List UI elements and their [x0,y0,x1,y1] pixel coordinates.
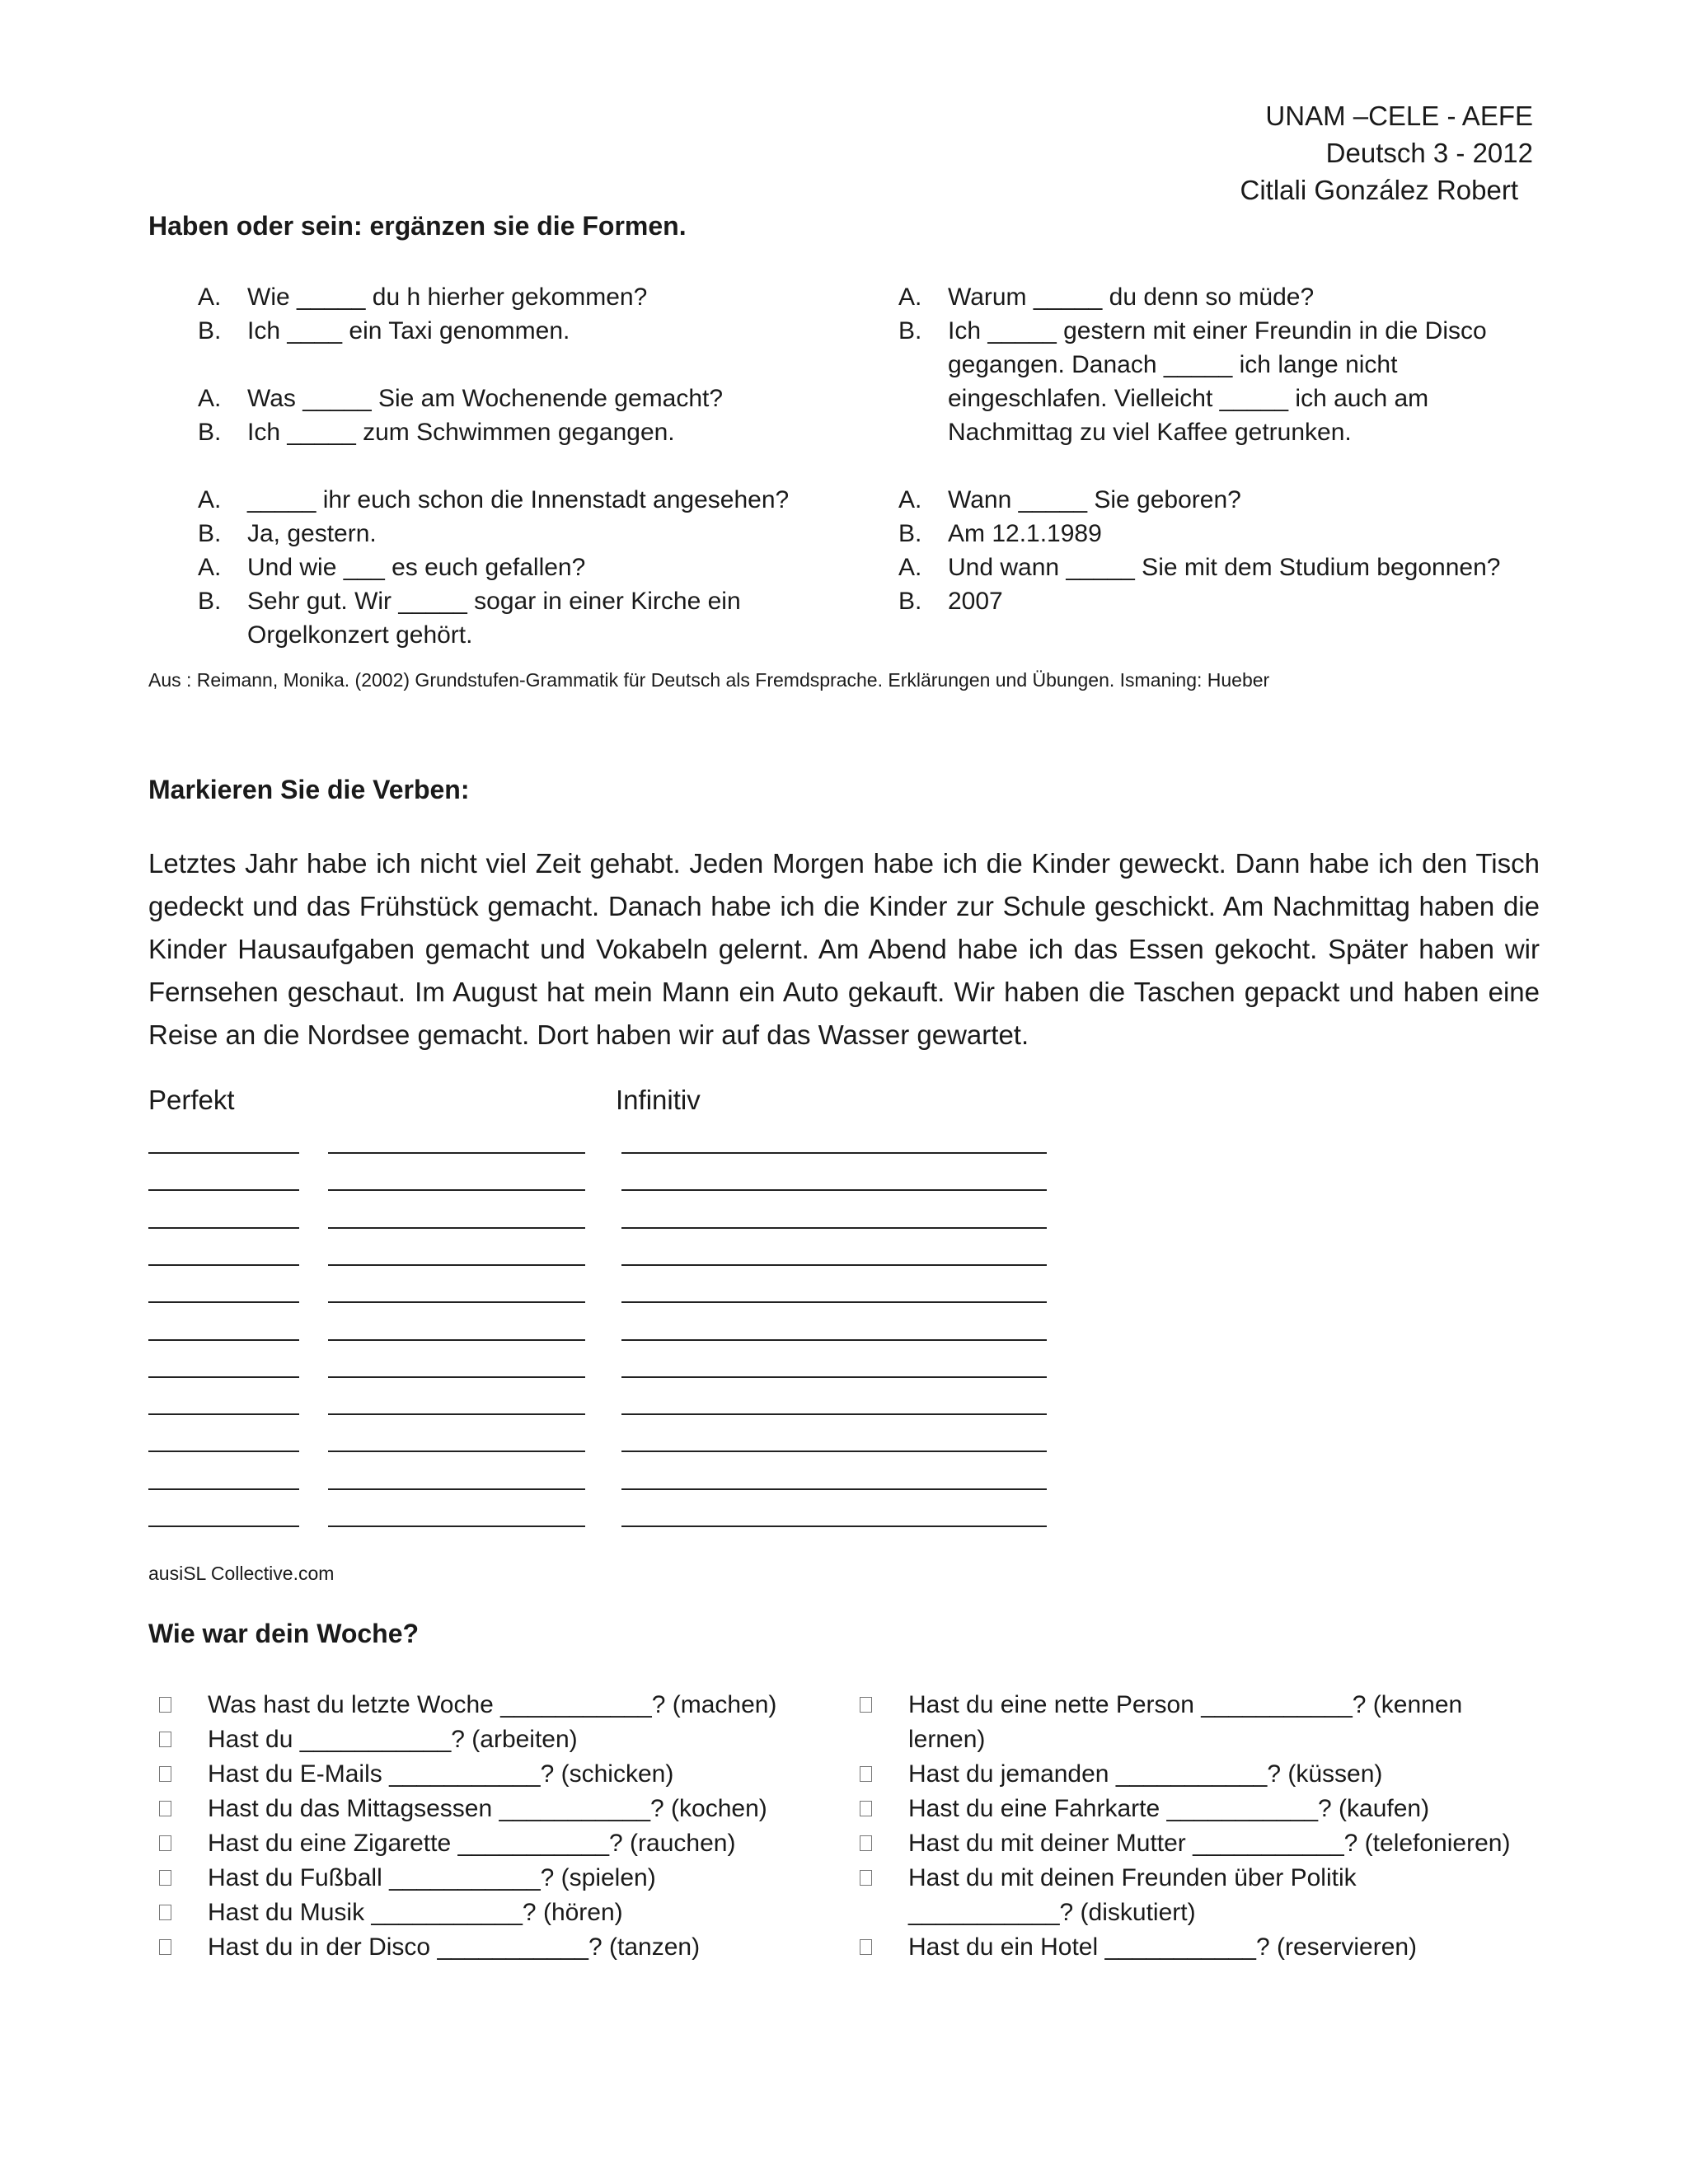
speaker-label: A. [898,554,922,581]
dialog [198,483,841,652]
answer-line[interactable] [328,1189,585,1191]
checkbox-cell [148,1688,208,1722]
checkbox-cell [849,1688,908,1757]
dialog-line [898,483,1525,517]
dialog-line [198,551,841,584]
dialog-line [198,314,841,348]
dialog-text: Ja, gestern. [247,520,377,547]
answer-line[interactable] [148,1339,299,1341]
dialog [198,280,841,348]
dialog-line [898,314,1525,449]
checkbox-cell [849,1826,908,1861]
speaker-label: B. [898,588,922,615]
column-header-infinitiv: Infinitiv [616,1085,701,1115]
dialog-text: Was _____ Sie am Wochenende gemacht? [247,385,724,412]
answer-line[interactable] [148,1413,299,1415]
answer-line[interactable] [621,1227,1047,1229]
question-item [148,1896,808,1930]
dialog-gap [198,449,841,483]
speaker-label: B. [198,520,222,547]
question-item [148,1688,808,1722]
dialog-line [898,551,1525,584]
question-item [148,1930,808,1965]
column-header-perfekt: Perfekt [148,1085,235,1115]
section3-title: Wie war dein Woche? [148,1619,420,1648]
dialog-text: Und wann _____ Sie mit dem Studium begonnen? [948,554,1501,581]
source-citation: Aus : Reimann, Monika. (2002) Grundstufen-Grammatik für Deutsch als Fremdsprache. Erklärungen und Übungen. Ismaning: Hueber [148,669,1270,691]
speaker-label: B. [198,317,222,344]
question-item [849,1792,1525,1826]
question-item [849,1757,1525,1792]
answer-line[interactable] [148,1451,299,1452]
speaker-label: B. [198,419,222,446]
dialog-text: Am 12.1.1989 [948,520,1102,547]
answer-line[interactable] [621,1413,1047,1415]
answer-line[interactable] [621,1376,1047,1378]
questions-left-column [148,1688,808,1965]
verb-paragraph: Letztes Jahr habe ich nicht viel Zeit gehabt. Jeden Morgen habe ich die Kinder geweckt. Dann habe ich den Tisch gedeckt und das Frühstück gemacht. Danach habe ich die Kinder zur Schule geschickt. Am Nachmittag haben die Kinder Hausaufgaben gemacht und Vokabeln gelernt. Am Abend habe ich das Essen gekocht. Später haben wir Fernsehen geschaut. Im August hat mein Mann ein Auto gekauft. Wir haben die Taschen gepackt und haben eine Reise an die Nordsee gemacht. Dort haben wir auf das Wasser gewartet. [148,848,1540,1050]
checkbox[interactable] [860,1835,872,1851]
answer-line[interactable] [328,1413,585,1415]
question-text: Hast du eine Zigarette ___________? (rauchen) [208,1830,736,1857]
answer-line[interactable] [621,1152,1047,1154]
answer-line[interactable] [328,1339,585,1341]
checkbox[interactable] [159,1905,171,1920]
checkbox-cell [148,1757,208,1792]
checkbox-cell [148,1896,208,1930]
answer-line[interactable] [148,1488,299,1490]
exercise1-right-column [898,280,1525,618]
checkbox-cell [148,1722,208,1757]
speaker-label: A. [198,554,222,581]
answer-line[interactable] [148,1152,299,1154]
answer-line[interactable] [328,1301,585,1303]
dialog-gap [898,449,1525,483]
checkbox[interactable] [860,1870,872,1886]
checkbox[interactable] [860,1766,872,1782]
checkbox-cell [148,1826,208,1861]
question-text: Hast du E-Mails ___________? (schicken) [208,1760,674,1788]
question-text: Hast du Fußball ___________? (spielen) [208,1864,656,1891]
dialog-line [198,517,841,551]
dialog-line [898,280,1525,314]
checkbox-cell [849,1930,908,1965]
questions-right-column [849,1688,1525,1965]
question-item [148,1861,808,1896]
institution: UNAM –CELE - AEFE [1265,101,1533,131]
answer-line[interactable] [621,1301,1047,1303]
answer-line[interactable] [148,1189,299,1191]
dialog-text: Ich ____ ein Taxi genommen. [247,317,570,344]
dialog-line [198,415,841,449]
dialog-line [198,483,841,517]
question-text: Hast du mit deinen Freunden über Politik ___________? (diskutiert) [908,1864,1357,1926]
answer-line[interactable] [148,1227,299,1229]
credit: ausiSL Collective.com [148,1563,335,1584]
checkbox[interactable] [159,1870,171,1886]
answer-line[interactable] [328,1451,585,1452]
dialog-line [898,517,1525,551]
speaker-label: A. [898,486,922,513]
question-item [148,1792,808,1826]
question-text: Hast du eine Fahrkarte ___________? (kaufen) [908,1795,1430,1822]
answer-line[interactable] [621,1488,1047,1490]
answer-line[interactable] [621,1451,1047,1452]
question-text: Hast du in der Disco ___________? (tanzen) [208,1933,701,1961]
dialog-text: 2007 [948,588,1003,615]
answer-line[interactable] [148,1301,299,1303]
answer-line[interactable] [328,1152,585,1154]
dialog-gap [198,348,841,382]
course: Deutsch 3 - 2012 [1325,138,1533,168]
checkbox-cell [148,1861,208,1896]
question-text: Hast du mit deiner Mutter ___________? (telefonieren) [908,1830,1511,1857]
answer-line[interactable] [148,1526,299,1527]
dialog-text: Und wie ___ es euch gefallen? [247,554,586,581]
checkbox-cell [849,1757,908,1792]
answer-line[interactable] [328,1526,585,1527]
checkbox-cell [849,1861,908,1930]
dialog-text: Ich _____ gestern mit einer Freundin in die Disco gegangen. Danach _____ ich lange nicht eingeschlafen. Vielleicht _____ ich auch am Nachmittag zu viel Kaffee getrunken. [948,317,1487,446]
dialog-text: _____ ihr euch schon die Innenstadt angesehen? [247,486,790,513]
dialog-text: Warum _____ du denn so müde? [948,284,1315,311]
document-header [1240,97,1533,209]
checkbox[interactable] [159,1766,171,1782]
checkbox-cell [849,1792,908,1826]
question-text: Hast du eine nette Person ___________? (kennen lernen) [908,1691,1463,1753]
dialog-line [198,584,841,652]
dialog-line [898,584,1525,618]
question-item [849,1826,1525,1861]
dialog [198,382,841,449]
answer-line[interactable] [328,1264,585,1266]
dialog-line [198,280,841,314]
checkbox[interactable] [860,1801,872,1816]
dialog [898,483,1525,618]
question-text: Hast du Musik ___________? (hören) [208,1899,623,1926]
answer-line[interactable] [621,1189,1047,1191]
checkbox[interactable] [159,1732,171,1747]
answer-line[interactable] [148,1376,299,1378]
answer-line[interactable] [621,1526,1047,1527]
speaker-label: B. [898,520,922,547]
checkbox-cell [148,1792,208,1826]
question-text: Hast du das Mittagsessen ___________? (kochen) [208,1795,767,1822]
question-text: Hast du ein Hotel ___________? (reservieren) [908,1933,1418,1961]
speaker-label: B. [198,588,222,615]
question-item [849,1861,1525,1930]
question-text: Hast du ___________? (arbeiten) [208,1726,578,1753]
dialog-text: Wann _____ Sie geboren? [948,486,1241,513]
checkbox[interactable] [159,1835,171,1851]
question-item [849,1688,1525,1757]
checkbox[interactable] [860,1697,872,1713]
checkbox[interactable] [159,1801,171,1816]
answer-line[interactable] [148,1264,299,1266]
dialog-line [198,382,841,415]
question-item [148,1722,808,1757]
question-item [148,1757,808,1792]
question-item [148,1826,808,1861]
question-text: Was hast du letzte Woche ___________? (machen) [208,1691,777,1718]
speaker-label: B. [898,317,922,344]
speaker-label: A. [198,385,222,412]
dialog [898,280,1525,449]
speaker-label: A. [198,284,222,311]
question-item [849,1930,1525,1965]
answer-line[interactable] [621,1264,1047,1266]
answer-line[interactable] [328,1227,585,1229]
answer-line[interactable] [621,1339,1047,1341]
dialog-text: Sehr gut. Wir _____ sogar in einer Kirche ein Orgelkonzert gehört. [247,588,741,649]
answer-line[interactable] [328,1488,585,1490]
question-text: Hast du jemanden ___________? (küssen) [908,1760,1383,1788]
checkbox-cell [148,1930,208,1965]
section1-title: Haben oder sein: ergänzen sie die Formen. [148,211,687,241]
answer-line[interactable] [328,1376,585,1378]
speaker-label: A. [898,284,922,311]
checkbox[interactable] [159,1697,171,1713]
checkbox[interactable] [159,1939,171,1955]
dialog-text: Wie _____ du h hierher gekommen? [247,284,648,311]
section2-title: Markieren Sie die Verben: [148,775,470,804]
checkbox[interactable] [860,1939,872,1955]
exercise1-left-column [198,280,841,652]
dialog-text: Ich _____ zum Schwimmen gegangen. [247,419,675,446]
speaker-label: A. [198,486,222,513]
author: Citlali González Robert [1240,175,1518,205]
